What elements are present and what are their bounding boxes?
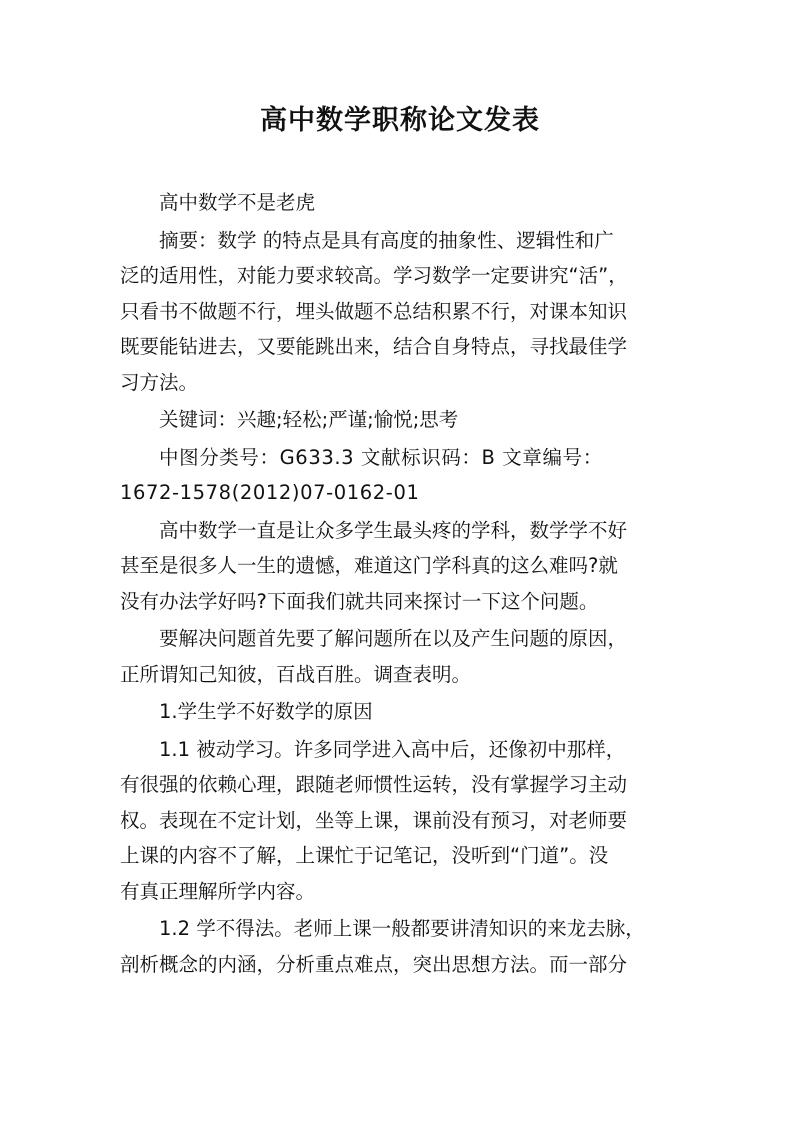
intro-paragraph: 高中数学一直是让众多学生最头疼的学科，数学学不好 甚至是很多人一生的遗憾，难道这门学科真的这么难吗?就 没有办法学好吗?下面我们就共同来探讨一下这个问题。 bbox=[120, 518, 628, 613]
problem-paragraph: 要解决问题首先要了解问题所在以及产生问题的原因， 正所谓知己知彼，百战百胜。调查表明。 bbox=[120, 627, 628, 686]
section-1-2-paragraph: 1.2 学不得法。老师上课一般都要讲清知识的来龙去脉， 剖析概念的内涵，分析重点难点，突出思想方法。而一部分 bbox=[120, 917, 645, 976]
section-1-1-paragraph: 1.1 被动学习。许多同学进入高中后，还像初中那样， 有很强的依赖心理，跟随老师惯性运转，没有掌握学习主动 权。表现在不定计划，坐等上课，课前没有预习，对老师要 上课的内容不了解，上课忙于记笔记，没听到“门道”。没 有真正理解所学内容。 bbox=[120, 737, 628, 903]
document-title: 高中数学职称论文发表 bbox=[260, 105, 540, 136]
document-body bbox=[120, 185, 680, 984]
subtitle: 高中数学不是老虎 bbox=[159, 191, 316, 214]
abstract-paragraph: 摘要：数学 的特点是具有高度的抽象性、逻辑性和广 泛的适用性，对能力要求较高。学习数学一定要讲究“活”， 只看书不做题不行，埋头做题不总结积累不行，对课本知识 既要能钻进去，又要能跳出来，结合自身特点，寻找最佳学 习方法。 bbox=[120, 228, 628, 394]
classification-info: 中图分类号：G633.3 文献标识码：B 文章编号： 1672-1578(2012)07-0162-01 bbox=[120, 445, 603, 504]
section-heading: 1.学生学不好数学的原因 bbox=[159, 700, 373, 723]
keywords: 关键词：兴趣;轻松;严谨;愉悦;思考 bbox=[159, 408, 459, 431]
